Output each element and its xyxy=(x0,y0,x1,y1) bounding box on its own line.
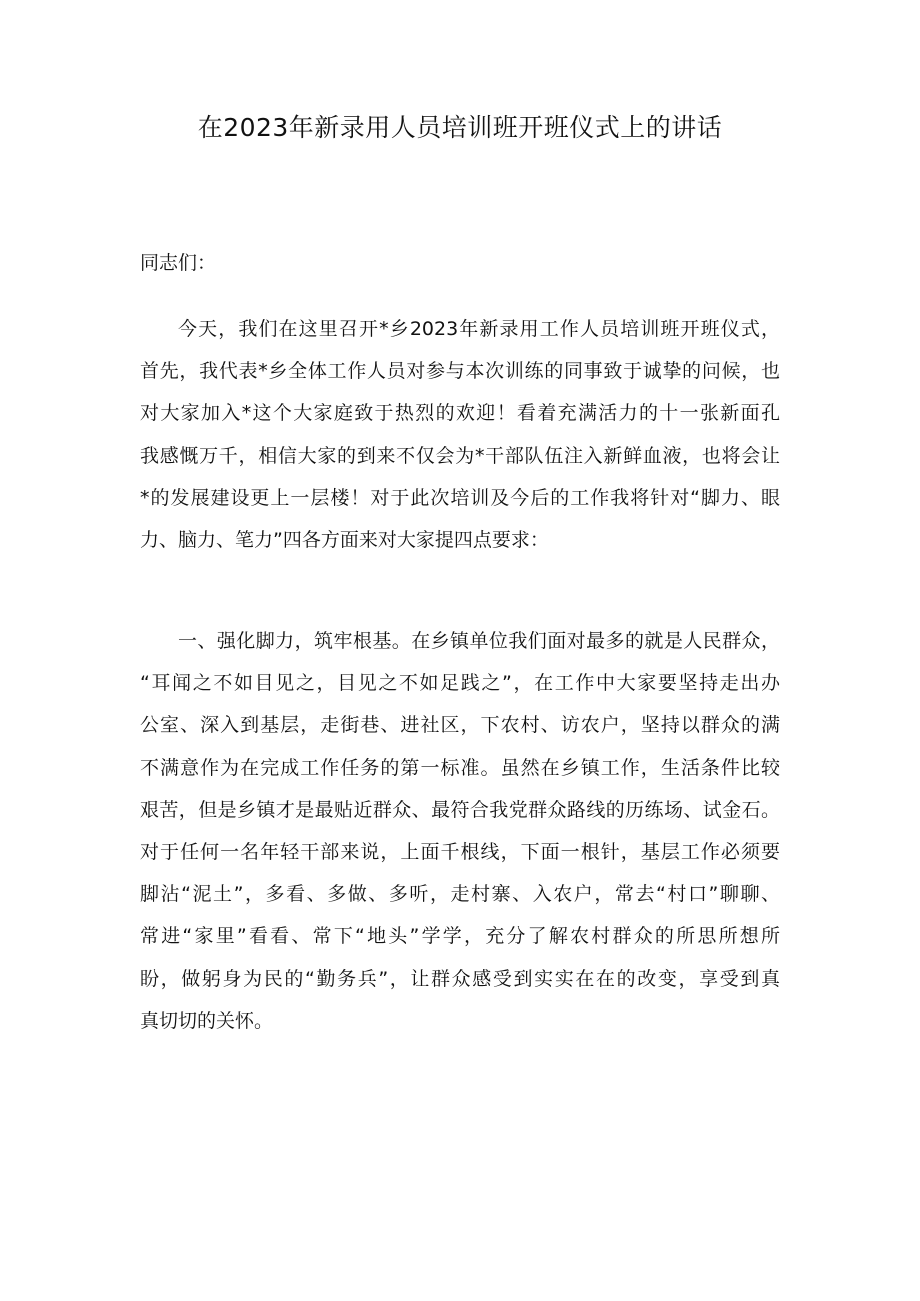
paragraph-line: 首先，我代表*乡全体工作人员对参与本次训练的同事致于诚挚的问候，也 xyxy=(140,360,780,383)
paragraph-line: 脚沾“泥土”，多看、多做、多听，走村寨、入农户，常去“村口”聊聊、 xyxy=(140,883,780,906)
paragraph-line: 力、脑力、笔力”四各方面来对大家提四点要求： xyxy=(140,528,549,551)
paragraph-line: 公室、深入到基层，走街巷、进社区，下农村、访农户，坚持以群众的满 xyxy=(140,714,780,737)
paragraph-line: 不满意作为在完成工作任务的第一标准。虽然在乡镇工作，生活条件比较 xyxy=(140,756,780,779)
paragraph-line: 对于任何一名年轻干部来说，上面千根线，下面一根针，基层工作必须要 xyxy=(140,840,780,863)
paragraph-1 xyxy=(140,308,780,561)
paragraph-line: *的发展建设更上一层楼！对于此次培训及今后的工作我将针对“脚力、眼 xyxy=(140,486,780,509)
paragraph-line: 艰苦，但是乡镇才是最贴近群众、最符合我党群众路线的历练场、试金石。 xyxy=(140,798,780,821)
paragraph-line: 常进“家里”看看、常下“地头”学学，充分了解农村群众的所思所想所 xyxy=(140,925,780,948)
salutation: 同志们： xyxy=(140,252,217,274)
paragraph-line: 今天，我们在这里召开*乡2023年新录用工作人员培训班开班仪式， xyxy=(178,318,780,340)
paragraph-2 xyxy=(140,620,780,1042)
document-title: 在2023年新录用人员培训班开班仪式上的讲话 xyxy=(197,113,723,142)
paragraph-line: 盼，做躬身为民的“勤务兵”，让群众感受到实实在在的改变，享受到真 xyxy=(140,967,780,990)
paragraph-line: 我感慨万千，相信大家的到来不仅会为*干部队伍注入新鲜血液，也将会让 xyxy=(140,444,780,467)
paragraph-line: 对大家加入*这个大家庭致于热烈的欢迎！看着充满活力的十一张新面孔 xyxy=(140,402,780,425)
paragraph-line: “耳闻之不如目见之，目见之不如足践之”，在工作中大家要坚持走出办 xyxy=(140,672,780,695)
paragraph-line: 真切切的关怀。 xyxy=(140,1009,274,1032)
paragraph-line: 一、强化脚力，筑牢根基。在乡镇单位我们面对最多的就是人民群众， xyxy=(178,630,780,652)
